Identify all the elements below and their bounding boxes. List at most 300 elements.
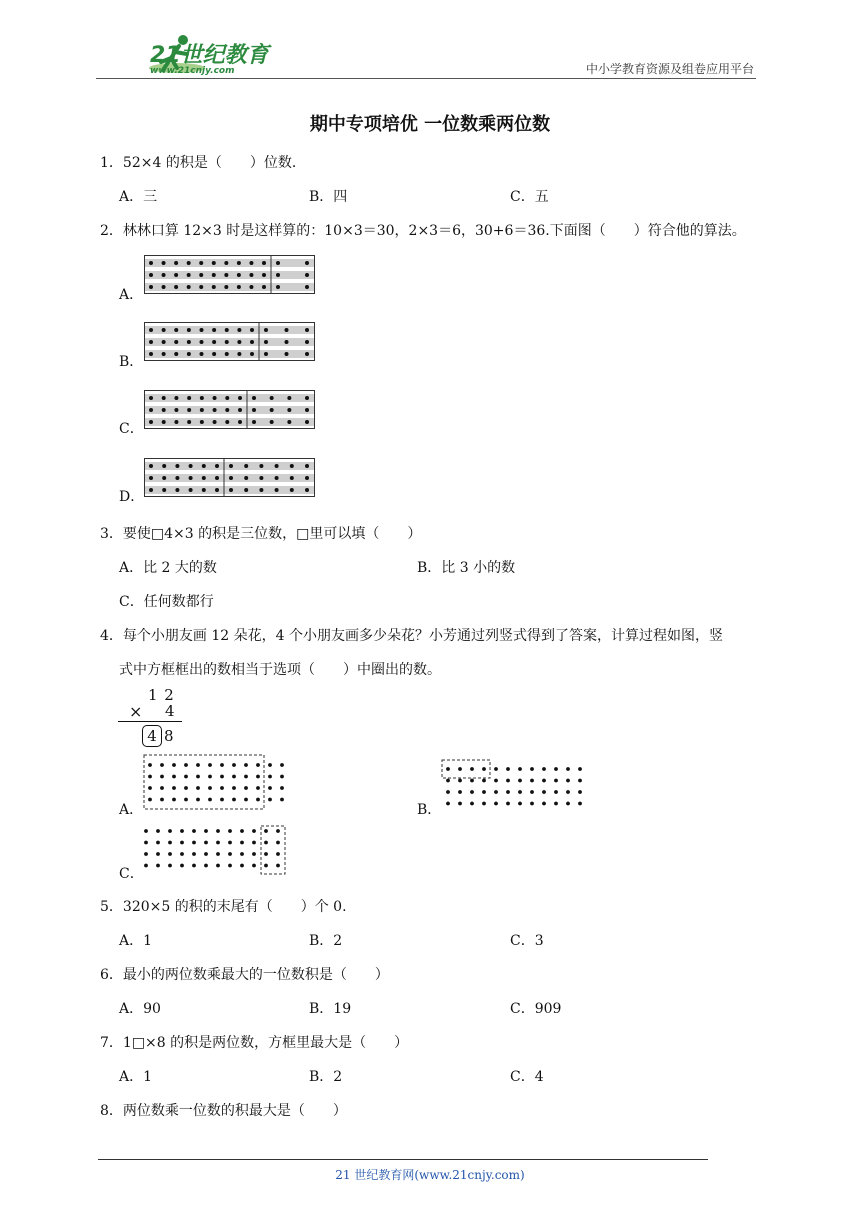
question-3 [100,523,421,543]
dashed-box [261,826,285,874]
question-6 [100,964,389,984]
dot [275,488,279,492]
dot [542,790,546,794]
dot [264,340,268,344]
dot [212,261,216,265]
dot [162,488,166,492]
dot [160,763,164,767]
dot [268,775,272,779]
dot [216,864,220,868]
dot [202,476,206,480]
dot [220,775,224,779]
row-stripe [145,259,314,267]
dot [208,786,212,790]
dot [149,273,153,277]
dot [276,285,280,289]
dot [189,464,193,468]
dot [252,408,256,412]
dot [162,328,166,332]
q2-option-c[interactable]: C． [119,421,144,437]
dot [162,396,166,400]
dot [287,396,291,400]
dot [204,864,208,868]
dot [530,790,534,794]
question-text: 两位数乘一位数的积最大是（ ） [122,1103,347,1119]
dot [285,328,289,332]
dot [216,829,220,833]
dot [494,802,498,806]
dot [249,273,253,277]
dot [216,852,220,856]
dot [518,767,522,771]
dot [287,408,291,412]
dot [196,763,200,767]
dot [196,798,200,802]
row-stripe [145,271,314,279]
dot [305,464,309,468]
dot [148,775,152,779]
dot [162,408,166,412]
dot [232,775,236,779]
q1-option-b[interactable]: B．四 [309,189,348,205]
dot [187,273,191,277]
q1-option-a[interactable]: A．三 [119,189,158,205]
dot [229,464,233,468]
dot [187,408,191,412]
dot [262,261,266,265]
dot [237,340,241,344]
dot [162,261,166,265]
dot [238,396,242,400]
dot [199,273,203,277]
dot [290,476,294,480]
dot [215,464,219,468]
dot [285,352,289,356]
dot [216,841,220,845]
dot [237,273,241,277]
q4-option-a-diagram [142,753,292,811]
dot [566,802,570,806]
dot [237,328,241,332]
dot [180,829,184,833]
q7-option-a[interactable]: A．1 [119,1069,153,1085]
q2-option-b-diagram [144,322,316,362]
dot [458,767,462,771]
dot [270,408,274,412]
dot [237,285,241,289]
dot [192,841,196,845]
footer-divider [98,1159,708,1160]
question-number: 1． [100,155,123,171]
dot [149,420,153,424]
dot [187,396,191,400]
dot [187,285,191,289]
question-text: 要使□4×3 的积是三位数，□里可以填（ ） [122,526,422,542]
dot [192,864,196,868]
dot [264,852,268,856]
footer-text: 21 世纪教育网(www.21cnjy.com) [335,1168,525,1182]
dot [204,829,208,833]
dot [180,864,184,868]
logo-text: 21世纪教育 [150,43,269,68]
dot [264,328,268,332]
dot [204,841,208,845]
q6-option-c[interactable]: C．909 [510,1001,562,1017]
dot [160,786,164,790]
q4-option-c[interactable]: C． [119,866,144,882]
q2-option-a[interactable]: A． [119,287,144,303]
dot [259,476,263,480]
dot [149,352,153,356]
question-1 [100,152,306,172]
dot [162,285,166,289]
dot [305,261,309,265]
dot [518,802,522,806]
vertical-last-digit: 8 [164,727,174,745]
dot [287,420,291,424]
dot [220,763,224,767]
dot [290,464,294,468]
dot [276,829,280,833]
dot [212,352,216,356]
row-stripe [145,283,314,291]
dot [252,829,256,833]
dot [506,802,510,806]
dot [212,273,216,277]
dot [232,786,236,790]
dot [215,488,219,492]
dot [566,790,570,794]
dot [276,273,280,277]
dot [174,285,178,289]
dot [285,340,289,344]
dot [184,786,188,790]
dot [578,767,582,771]
dot [578,790,582,794]
dot [162,340,166,344]
dot [276,261,280,265]
dot [174,328,178,332]
dot [542,802,546,806]
dot [256,786,260,790]
dot [172,775,176,779]
dot [162,464,166,468]
q3-option-b[interactable]: B．比 3 小的数 [417,560,516,576]
q6-option-a[interactable]: A．90 [119,1001,161,1017]
q2-option-d-diagram [144,458,316,498]
q4-option-b-diagram [441,759,591,811]
dot [187,328,191,332]
dot [566,779,570,783]
dot [259,488,263,492]
dot [305,328,309,332]
page-title: 期中专项培优 一位数乘两位数 [309,114,551,135]
dot [268,798,272,802]
dot [149,408,153,412]
dot [275,476,279,480]
q1-option-c[interactable]: C．五 [510,189,549,205]
dot [518,779,522,783]
question-4 [100,625,723,645]
dot [175,464,179,468]
dot [184,763,188,767]
dot [192,829,196,833]
dot [220,798,224,802]
dot [518,790,522,794]
dot [149,464,153,468]
q6-option-b[interactable]: B．19 [309,1001,352,1017]
dot [213,408,217,412]
dot [482,767,486,771]
dot [149,476,153,480]
q5-option-a[interactable]: A．1 [119,933,153,949]
dot [244,476,248,480]
dot [220,786,224,790]
question-5 [100,896,347,916]
dot [542,767,546,771]
dot [199,261,203,265]
dot [244,488,248,492]
q2-option-b[interactable]: B． [119,354,144,370]
dot [174,408,178,412]
dot [238,408,242,412]
dot [268,786,272,790]
dot [199,285,203,289]
dot [458,802,462,806]
dot [212,285,216,289]
dot [208,763,212,767]
dot [280,786,284,790]
dot [470,779,474,783]
dot [225,352,229,356]
dot [305,476,309,480]
q7-option-c[interactable]: C．4 [510,1069,544,1085]
question-number: 4． [100,628,123,644]
dot [215,476,219,480]
logo-url: www.21cnjy.com [150,66,235,76]
dot [554,767,558,771]
dot [240,864,244,868]
dot [470,802,474,806]
platform-label: 中小学教育资源及组卷应用平台 [585,62,754,76]
q2-option-d[interactable]: D． [119,489,145,505]
q4-option-b[interactable]: B． [417,802,442,818]
dot [189,488,193,492]
dot [262,273,266,277]
q3-option-a[interactable]: A．比 2 大的数 [119,560,217,576]
dot [168,864,172,868]
dot [280,763,284,767]
dot [264,841,268,845]
dot [156,864,160,868]
q2-option-a-diagram [144,255,316,295]
q4-option-c-diagram [142,825,292,877]
dot [264,829,268,833]
dot [290,488,294,492]
dot [184,775,188,779]
dot [187,340,191,344]
dot [305,488,309,492]
dot [232,798,236,802]
dot [180,852,184,856]
q3-option-c[interactable]: C．任何数都行 [119,594,214,610]
dot [494,790,498,794]
dot [144,864,148,868]
dot [244,786,248,790]
dot [160,798,164,802]
dot [174,273,178,277]
dot [305,408,309,412]
dot [494,779,498,783]
question-text-line2: 式中方框框出的数相当于选项（ ）中圈出的数。 [119,662,441,678]
dot [530,779,534,783]
dot [192,852,196,856]
dot [250,352,254,356]
dot [249,261,253,265]
dot [259,464,263,468]
dot [252,841,256,845]
q5-option-c[interactable]: C．3 [510,933,544,949]
dot [244,775,248,779]
dot [212,328,216,332]
dot [554,779,558,783]
question-number: 2． [100,223,123,239]
dot [256,763,260,767]
dot [280,798,284,802]
dot [224,285,228,289]
dot [578,802,582,806]
dot [168,852,172,856]
dot [162,273,166,277]
dot [276,852,280,856]
dot [204,852,208,856]
dot [470,767,474,771]
dot [256,775,260,779]
dot [148,763,152,767]
dot [148,798,152,802]
dot [506,767,510,771]
dot [202,488,206,492]
dot [174,420,178,424]
row-stripe [145,350,314,358]
dot [225,420,229,424]
dot [482,779,486,783]
dot [305,285,309,289]
dot [175,476,179,480]
dot [172,786,176,790]
question-text: 林林口算 12×3 时是这样算的：10×3＝30，2×3＝6，30+6＝36.下面图（ ）符合他的算法。 [122,223,746,239]
dot [252,420,256,424]
vertical-top-number: 1 2 [148,686,175,704]
dot [252,864,256,868]
dot [149,261,153,265]
dot [542,779,546,783]
question-text: 1□×8 的积是两位数，方框里最大是（ ） [122,1035,409,1051]
question-2 [100,220,746,240]
dot [180,841,184,845]
q5-option-b[interactable]: B．2 [309,933,343,949]
dot [208,798,212,802]
dot [458,779,462,783]
dot [200,328,204,332]
dot [264,864,268,868]
dot [566,767,570,771]
dot [305,420,309,424]
dot [144,829,148,833]
dot [276,864,280,868]
dot [232,763,236,767]
question-7 [100,1032,408,1052]
dot [229,476,233,480]
question-text: 52×4 的积是（ ）位数． [122,155,306,171]
q4-option-a[interactable]: A． [119,802,144,818]
dot [184,798,188,802]
question-number: 7． [100,1035,123,1051]
dot [148,786,152,790]
dot [172,798,176,802]
question-number: 5． [100,899,123,915]
dot [174,352,178,356]
dot [494,767,498,771]
dot [225,396,229,400]
dot [225,408,229,412]
header-divider [96,78,756,79]
vertical-rule [118,721,182,722]
question-number: 8． [100,1103,123,1119]
dot [244,798,248,802]
dot [482,802,486,806]
times-sign: × [129,702,143,721]
dot [262,285,266,289]
dot [256,798,260,802]
dot [554,802,558,806]
dot [200,340,204,344]
dot [149,285,153,289]
question-number: 3． [100,526,123,542]
dot [160,775,164,779]
dot [174,340,178,344]
dot [208,775,212,779]
dot [189,476,193,480]
dot [187,261,191,265]
dot [268,763,272,767]
dot [144,841,148,845]
dot [249,285,253,289]
dot [196,775,200,779]
dot [202,464,206,468]
dot [506,779,510,783]
dot [482,790,486,794]
dot [240,841,244,845]
dot [156,841,160,845]
dot [238,420,242,424]
question-number: 6． [100,967,123,983]
question-text: 最小的两位数乘最大的一位数积是（ ） [122,967,389,983]
vertical-multiplier: 4 [165,702,175,720]
dot [172,763,176,767]
dot [244,763,248,767]
dot [446,790,450,794]
dot [270,420,274,424]
dot [228,841,232,845]
dot [224,273,228,277]
row-stripe [145,338,314,346]
dot [228,864,232,868]
question-text: 320×5 的积的末尾有（ ）个 0. [122,899,347,915]
dot [228,852,232,856]
q7-option-b[interactable]: B．2 [309,1069,343,1085]
dot [305,273,309,277]
